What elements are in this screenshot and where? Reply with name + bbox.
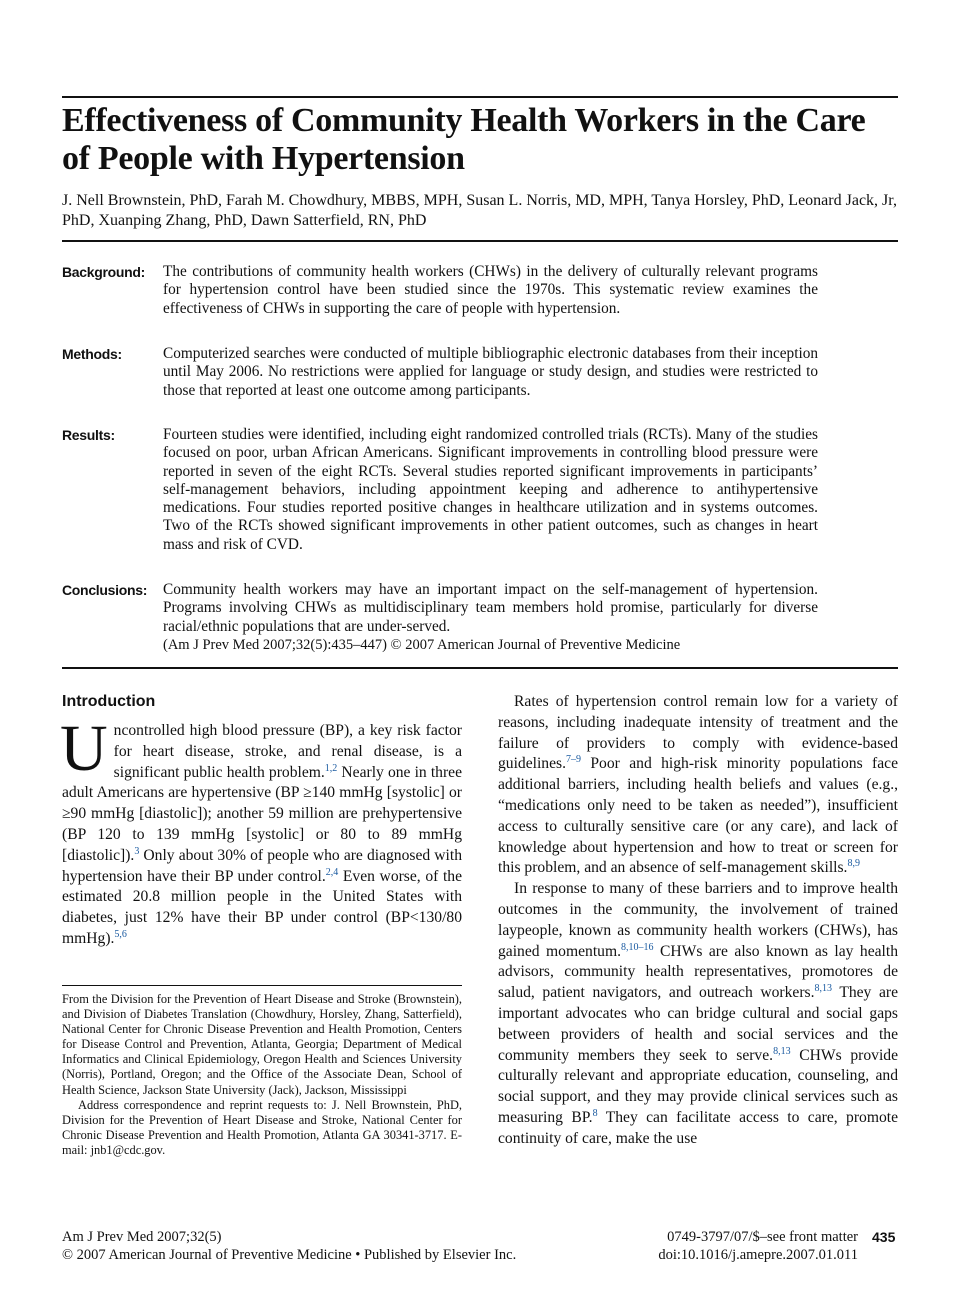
background-text: The contributions of community health workers (CHWs) in the delivery of culturally relevant programs for hypertension control have been studied since the 1970s. This systematic review examines the effectiveness of CHWs in supporting the care of people with hypertension. bbox=[163, 263, 818, 317]
intro-p3-text-e: They can facilitate access to care, promote continuity of care, make the use bbox=[498, 1108, 898, 1147]
right-column bbox=[498, 692, 898, 1150]
abstract-citation: (Am J Prev Med 2007;32(5):435–447) © 2007 American Journal of Preventive Medicine bbox=[163, 637, 681, 653]
conclusions-label: Conclusions: bbox=[62, 582, 148, 598]
intro-p3-text-a: In response to many of these barriers and to improve health outcomes in the community, the involvement of trained laypeople, known as community health workers (CHWs), has gained momentum. bbox=[498, 880, 898, 960]
left-column bbox=[62, 692, 462, 950]
intro-p2-text-b: Poor and high-risk minority populations face additional barriers, including health beliefs and values (e.g., “medications only need to be taken as needed”), insufficient access to culturally sensitive care (or any care), and lack of knowledge about hypertension and how to treat or screen for this problem, and an absence of self-management skills. bbox=[498, 755, 898, 877]
issn-line: 0749-3797/07/$–see front matter bbox=[667, 1229, 858, 1245]
affiliations-text: From the Division for the Prevention of Heart Disease and Stroke (Brownstein), and Division of Diabetes Translation (Chowdhury, Horsley, Zhang, Satterfield), National Center for Chronic Disease Prevention and Health Promotion, Centers for Disease Control and Prevention, Atlanta, Georgia; Department of Medical Informatics and Clinical Epidemiology, Oregon Health and Sciences University (Norris), Portland, Oregon; and the Office of the Associate Dean, School of Health Science, Jackson State University (Jack), Jackson, Mississippi bbox=[62, 992, 462, 1097]
reference-link[interactable]: 2,4 bbox=[325, 866, 339, 878]
footer-right bbox=[658, 1228, 858, 1264]
footer-left bbox=[62, 1228, 516, 1264]
reference-link[interactable]: 8,13 bbox=[814, 983, 832, 995]
methods-text: Computerized searches were conducted of multiple bibliographic electronic databases from their inception until May 2006. No restrictions were applied for language or study design, and studies were restricted to those that reported at least one outcome among participants. bbox=[163, 345, 818, 399]
abstract-top-rule bbox=[62, 240, 898, 242]
intro-paragraph-3 bbox=[498, 879, 898, 1149]
author-list: J. Nell Brownstein, PhD, Farah M. Chowdhury, MBBS, MPH, Susan L. Norris, MD, MPH, Tanya Horsley, PhD, Leonard Jack, Jr, PhD, Xuanping Zhang, PhD, Dawn Satterfield, RN, PhD bbox=[62, 192, 897, 229]
doi-link[interactable]: doi:10.1016/j.amepre.2007.01.011 bbox=[658, 1247, 858, 1263]
abstract-bottom-rule bbox=[62, 667, 898, 669]
intro-paragraph-2 bbox=[498, 692, 898, 879]
methods-label: Methods: bbox=[62, 346, 122, 362]
results-text: Fourteen studies were identified, including eight randomized controlled trials (RCTs). Many of the studies focused on poor, urban African Americans. Significant improvements in controlling blood pressure were reported in seven of the eight RCTs. Several studies reported significant improvements in participants’ self-management behaviors, including appointment keeping and adherence to antihypertensive medications. Four studies reported positive changes in healthcare utilization and in systems outcomes. Two of the RCTs showed significant improvements in other patient outcomes, such as changes in heart mass and risk of CVD. bbox=[163, 426, 818, 553]
introduction-heading: Introduction bbox=[62, 693, 156, 710]
intro-p3-text-c: They are important advocates who can bridge cultural and social gaps between providers of health and social services and the community members they seek to serve. bbox=[498, 984, 898, 1064]
intro-p1-text-a: ncontrolled high blood pressure (BP), a key risk factor for heart disease, stroke, and renal disease, is a significant public health problem. bbox=[113, 722, 462, 781]
reference-link[interactable]: 8,10–16 bbox=[620, 941, 654, 953]
reference-link[interactable]: 8,13 bbox=[773, 1045, 791, 1057]
reference-link[interactable]: 1,2 bbox=[324, 762, 338, 774]
reference-link[interactable]: 3 bbox=[134, 845, 140, 857]
drop-cap: U bbox=[60, 712, 108, 785]
intro-p1-text-b: Nearly one in three adult Americans are hypertensive (BP ≥140 mmHg [systolic] or ≥90 mmHg [diastolic]); another 59 million are prehypertensive (BP 120 to 139 mmHg [systolic] or 80 to 89 mmHg [diastolic]). bbox=[62, 763, 462, 864]
reference-link[interactable]: 5,6 bbox=[114, 928, 127, 940]
intro-p2-text-a: Rates of hypertension control remain low for a variety of reasons, including inadequate intensity of treatment and the failure of providers to comply with evidence-based guidelines. bbox=[498, 693, 898, 773]
footnote-rule bbox=[62, 985, 462, 986]
footer-copyright: © 2007 American Journal of Preventive Medicine • Published by Elsevier Inc. bbox=[62, 1247, 517, 1263]
article-title: Effectiveness of Community Health Workers in the Care of People with Hypertension bbox=[62, 102, 866, 177]
results-label: Results: bbox=[62, 427, 115, 443]
reference-link[interactable]: 8,9 bbox=[847, 858, 860, 870]
reference-link[interactable]: 7–9 bbox=[566, 754, 581, 766]
page-number: 435 bbox=[872, 1229, 896, 1245]
intro-paragraph-1 bbox=[60, 712, 462, 950]
correspondence-text: Address correspondence and reprint requests to: J. Nell Brownstein, PhD, Division for the Prevention of Heart Disease and Stroke, National Center for Chronic Disease Prevention and Health Promotion, Atlanta GA 30341-3717. E-mail: jnb1@cdc.gov. bbox=[62, 1097, 462, 1157]
conclusions-text: Community health workers may have an important impact on the self-management of hypertension. Programs involving CHWs as multidisciplinary team members hold promise, particularly for diverse racial/ethnic populations that are under-served. bbox=[163, 581, 818, 635]
intro-p3-text-d: CHWs provide culturally relevant and appropriate education, counseling, and social support, and they may provide clinical services such as measuring BP. bbox=[498, 1046, 898, 1126]
affiliation-footnote bbox=[62, 992, 462, 1158]
journal-issue: Am J Prev Med 2007;32(5) bbox=[62, 1229, 222, 1245]
intro-p3-text-b: CHWs are also known as lay health advisors, community health representatives, promotores de salud, patient navigators, and outreach workers. bbox=[498, 942, 899, 1002]
intro-p1-text-d: Even worse, of the estimated 20.8 million people in the United States with diabetes, just 12% have their BP under control (BP<130/80 mmHg). bbox=[62, 867, 462, 947]
reference-link[interactable]: 8 bbox=[592, 1107, 598, 1119]
background-label: Background: bbox=[62, 264, 146, 280]
intro-p1-text-c: Only about 30% of people who are diagnosed with hypertension have their BP under control. bbox=[62, 846, 462, 885]
top-rule bbox=[62, 96, 898, 98]
